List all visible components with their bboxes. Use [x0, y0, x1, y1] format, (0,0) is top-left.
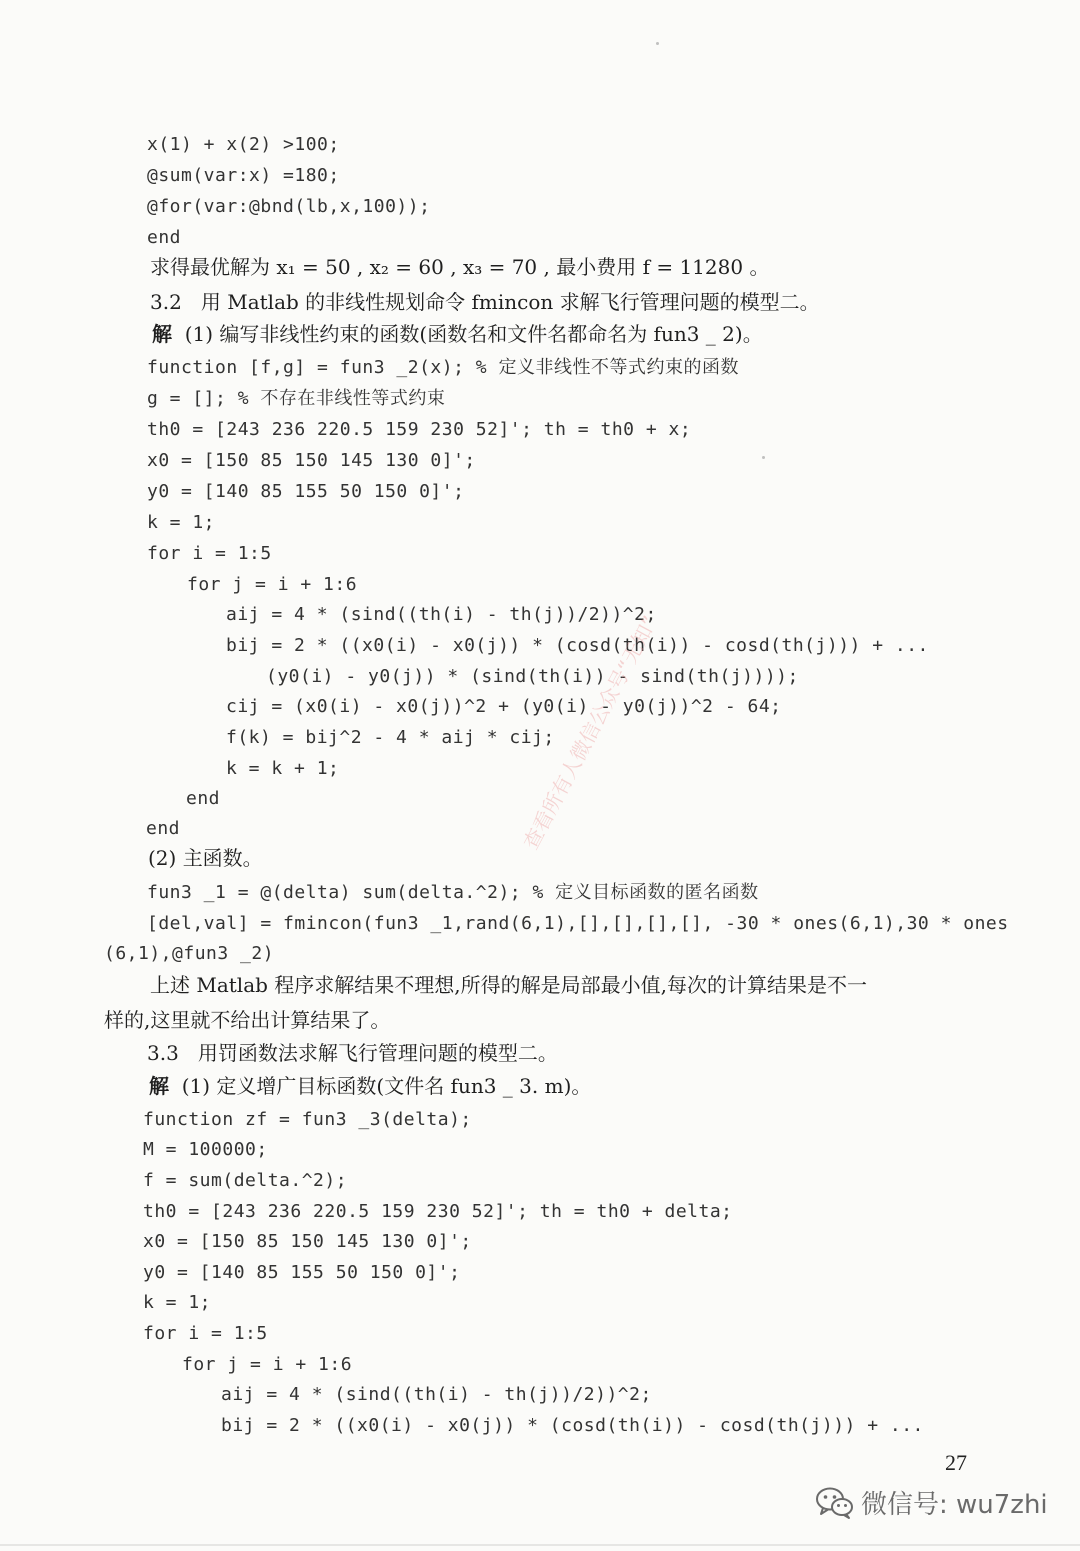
code-line: end	[147, 227, 182, 248]
code-line: @sum(var:x) =180;	[147, 165, 340, 186]
code-line: for j = i + 1:6	[187, 574, 358, 595]
code-line: for j = i + 1:6	[182, 1354, 353, 1375]
code-line: k = 1;	[147, 512, 216, 533]
code-line: y0 = [140 85 155 50 150 0]';	[143, 1262, 461, 1283]
code-line: [del,val] = fmincon(fun3 _1,rand(6,1),[],[],[],[], -30 * ones(6,1),30 * ones	[147, 913, 1009, 934]
code-line: k = k + 1;	[226, 758, 340, 779]
code-line: aij = 4 * (sind((th(i) - th(j))/2))^2;	[221, 1384, 652, 1405]
code-line: end	[146, 818, 181, 839]
wechat-footer	[815, 1484, 1048, 1521]
code-line: th0 = [243 236 220.5 159 230 52]'; th = th0 + delta;	[143, 1201, 733, 1222]
code-line: x(1) + x(2) >100;	[147, 134, 340, 155]
code-line: x0 = [150 85 150 145 130 0]';	[143, 1231, 472, 1252]
footer-divider	[0, 1544, 1080, 1546]
code-line: @for(var:@bnd(lb,x,100));	[147, 196, 431, 217]
scan-speck	[656, 42, 659, 45]
solution-label: 解	[152, 322, 172, 346]
code-line: bij = 2 * ((x0(i) - x0(j)) * (cosd(th(i)) - cosd(th(j))) + ...	[221, 1415, 924, 1436]
code-line: cij = (x0(i) - x0(j))^2 + (y0(i) - y0(j))^2 - 64;	[226, 696, 782, 717]
text-line	[149, 1076, 591, 1096]
code-line: fun3 _1 = @(delta) sum(delta.^2); % 定义目标函数的匿名函数	[147, 882, 759, 903]
code-line: k = 1;	[143, 1292, 212, 1313]
code-line: bij = 2 * ((x0(i) - x0(j)) * (cosd(th(i)) - cosd(th(j))) + ...	[226, 635, 929, 656]
code-line: x0 = [150 85 150 145 130 0]';	[147, 450, 476, 471]
text-line-body: (1) 定义增广目标函数(文件名 fun3 _ 3. m)。	[169, 1074, 592, 1098]
code-line: for i = 1:5	[147, 543, 272, 564]
text-line: 上述 Matlab 程序求解结果不理想,所得的解是局部最小值,每次的计算结果是不一	[150, 973, 867, 997]
text-line: 求得最优解为 x₁ = 50 , x₂ = 60 , x₃ = 70 , 最小费用 f = 11280 。	[150, 255, 770, 279]
wechat-icon	[815, 1486, 855, 1520]
text-line: 3.2 用 Matlab 的非线性规划命令 fmincon 求解飞行管理问题的模型二。	[150, 290, 820, 314]
code-line: end	[186, 788, 221, 809]
text-line-body: (1) 编写非线性约束的函数(函数名和文件名都命名为 fun3 _ 2)。	[172, 322, 763, 346]
code-line: for i = 1:5	[143, 1323, 268, 1344]
code-line: (y0(i) - y0(j)) * (sind(th(i)) - sind(th(j))));	[266, 666, 799, 687]
text-line	[152, 324, 763, 344]
text-line: 样的,这里就不给出计算结果了。	[104, 1008, 391, 1032]
code-line: M = 100000;	[143, 1139, 268, 1160]
code-line: aij = 4 * (sind((th(i) - th(j))/2))^2;	[226, 604, 657, 625]
scan-speck	[762, 456, 765, 459]
code-line: function zf = fun3 _3(delta);	[143, 1109, 472, 1130]
code-line: th0 = [243 236 220.5 159 230 52]'; th = th0 + x;	[147, 419, 692, 440]
watermark: 查看所有人微信公众号“无知”	[518, 611, 663, 854]
text-line: 3.3 用罚函数法求解飞行管理问题的模型二。	[147, 1041, 558, 1065]
code-line: y0 = [140 85 155 50 150 0]';	[147, 481, 465, 502]
text-line: (2) 主函数。	[148, 846, 263, 870]
code-line: (6,1),@fun3 _2)	[104, 943, 275, 964]
solution-label: 解	[149, 1074, 169, 1098]
code-line: function [f,g] = fun3 _2(x); % 定义非线性不等式约束的函数	[147, 357, 739, 378]
code-line: f(k) = bij^2 - 4 * aij * cij;	[226, 727, 555, 748]
page-number: 27	[945, 1450, 967, 1475]
code-line: g = []; % 不存在非线性等式约束	[147, 388, 446, 409]
wechat-account: 微信号: wu7zhi	[861, 1490, 1048, 1520]
code-line: f = sum(delta.^2);	[143, 1170, 348, 1191]
